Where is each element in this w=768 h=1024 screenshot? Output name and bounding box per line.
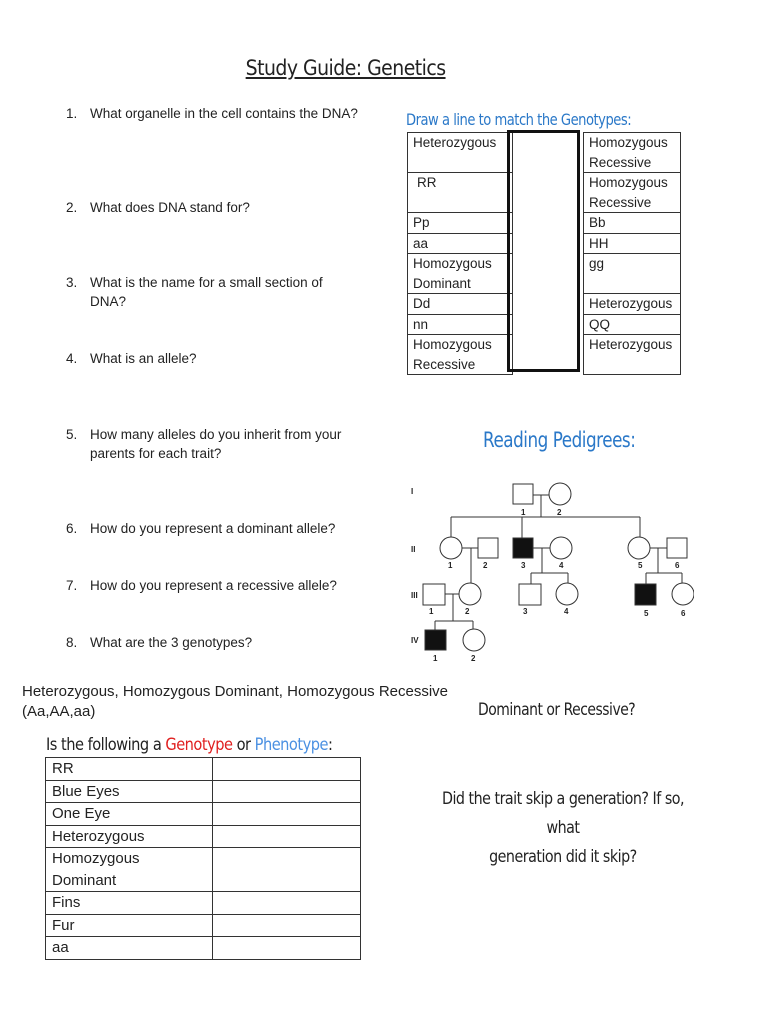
individual-number: 2 [471, 654, 476, 663]
individual-number: 2 [465, 607, 470, 616]
pedigree-heading: Reading Pedigrees: [483, 428, 636, 452]
table-row [46, 914, 361, 937]
gen3-female-6 [672, 583, 694, 605]
answer-cell[interactable] [213, 758, 361, 781]
individual-number: 3 [521, 561, 526, 570]
table-row [46, 848, 361, 892]
answer-cell[interactable] [213, 825, 361, 848]
table-row [46, 780, 361, 803]
question-number: 3. [66, 275, 78, 290]
left-cell: Homozygous Recessive [408, 335, 513, 375]
individual-number: 1 [429, 607, 434, 616]
table-row [46, 758, 361, 781]
trait-cell: aa [46, 937, 213, 960]
genotype-word: Genotype [165, 735, 233, 755]
gen2-female-1 [440, 537, 462, 559]
trait-cell: Heterozygous [46, 825, 213, 848]
trait-cell: Homozygous Dominant [46, 848, 213, 892]
individual-number: 4 [559, 561, 564, 570]
gen3-male-1 [423, 584, 445, 605]
phenotype-word: Phenotype [254, 735, 328, 755]
individual-number: 1 [448, 561, 453, 570]
question-text: What is an allele? [90, 351, 197, 366]
answer-line: Heterozygous, Homozygous Dominant, Homozygous Recessive [22, 683, 449, 700]
matching-heading: Draw a line to match the Genotypes: [406, 110, 632, 129]
pedigree-chart [404, 476, 694, 668]
individual-number: 6 [675, 561, 680, 570]
table-row [46, 803, 361, 826]
gen3-male-5-affected [635, 584, 656, 605]
individual-number: 5 [644, 609, 649, 618]
heading-or: or [232, 735, 255, 755]
answer-cell[interactable] [213, 914, 361, 937]
right-cell: Heterozygous [584, 335, 681, 375]
gen4-female-2 [463, 629, 485, 651]
question-text: How do you represent a dominant allele? [90, 521, 336, 536]
question-text: How do you represent a recessive allele? [90, 578, 337, 593]
question-number: 1. [66, 106, 78, 121]
genotype-answer [22, 682, 502, 722]
answer-cell[interactable] [213, 780, 361, 803]
question-number: 6. [66, 521, 78, 536]
question-number: 4. [66, 351, 78, 366]
answer-cell[interactable] [213, 892, 361, 915]
individual-number: 2 [557, 508, 562, 517]
generation-label: II [411, 545, 416, 554]
left-cell: nn [408, 314, 513, 335]
answer-cell[interactable] [213, 937, 361, 960]
answer-line: (Aa,AA,aa) [22, 703, 96, 720]
generation-label: III [411, 591, 418, 600]
answer-cell[interactable] [213, 848, 361, 892]
question-text: What organelle in the cell contains the DNA? [90, 106, 358, 121]
left-cell: Heterozygous [408, 133, 513, 173]
gen2-female-4 [550, 537, 572, 559]
generation-label: I [411, 487, 414, 496]
right-cell: Homozygous Recessive [584, 173, 681, 213]
individual-number: 4 [564, 607, 569, 616]
left-cell: Pp [408, 213, 513, 234]
skip-line: generation did it skip? [489, 847, 637, 867]
genotype-phenotype-heading [46, 735, 332, 755]
right-cell: Heterozygous [584, 294, 681, 315]
trait-cell: RR [46, 758, 213, 781]
gen3-female-4 [556, 583, 578, 605]
skip-generation-question [398, 785, 728, 872]
individual-number: 5 [638, 561, 643, 570]
question-number: 7. [66, 578, 78, 593]
individual-number: 1 [521, 508, 526, 517]
right-cell: Bb [584, 213, 681, 234]
left-cell: RR [408, 173, 513, 213]
heading-suffix: : [327, 735, 333, 755]
right-cell: Homozygous Recessive [584, 133, 681, 173]
question-text: What does DNA stand for? [90, 200, 250, 215]
trait-cell: One Eye [46, 803, 213, 826]
left-cell: aa [408, 233, 513, 254]
table-row [46, 825, 361, 848]
question-text: What is the name for a small section of DNA? [90, 275, 323, 309]
answer-cell[interactable] [213, 803, 361, 826]
table-row [46, 892, 361, 915]
table-row [46, 937, 361, 960]
skip-line: Did the trait skip a generation? If so, what [441, 789, 685, 838]
dominant-recessive-question: Dominant or Recessive? [478, 700, 636, 720]
gen2-female-5 [628, 537, 650, 559]
right-cell: HH [584, 233, 681, 254]
genotype-phenotype-table [45, 757, 361, 960]
individual-number: 1 [433, 654, 438, 663]
trait-cell: Blue Eyes [46, 780, 213, 803]
question-number: 5. [66, 427, 78, 442]
individual-number: 2 [483, 561, 488, 570]
gen4-male-1-affected [425, 630, 446, 650]
left-cell: Dd [408, 294, 513, 315]
trait-cell: Fur [46, 914, 213, 937]
gen3-female-2 [459, 583, 481, 605]
question-text: How many alleles do you inherit from your parents for each trait? [90, 427, 342, 461]
trait-cell: Fins [46, 892, 213, 915]
gen3-male-3 [519, 584, 541, 605]
question-number: 8. [66, 635, 78, 650]
individual-number: 3 [523, 607, 528, 616]
question-text: What are the 3 genotypes? [90, 635, 253, 650]
line-drawing-box [507, 130, 580, 372]
right-cell: gg [584, 254, 681, 294]
gen1-female-2 [549, 483, 571, 505]
generation-label: IV [411, 636, 419, 645]
gen2-male-6 [667, 538, 687, 558]
page-title: Study Guide: Genetics [245, 56, 446, 80]
left-cell: Homozygous Dominant [408, 254, 513, 294]
question-number: 2. [66, 200, 78, 215]
individual-number: 6 [681, 609, 686, 618]
gen2-male-2 [478, 538, 498, 558]
heading-prefix: Is the following a [46, 735, 166, 755]
gen2-male-3-affected [513, 538, 533, 558]
right-cell: QQ [584, 314, 681, 335]
gen1-male-1 [513, 484, 533, 504]
